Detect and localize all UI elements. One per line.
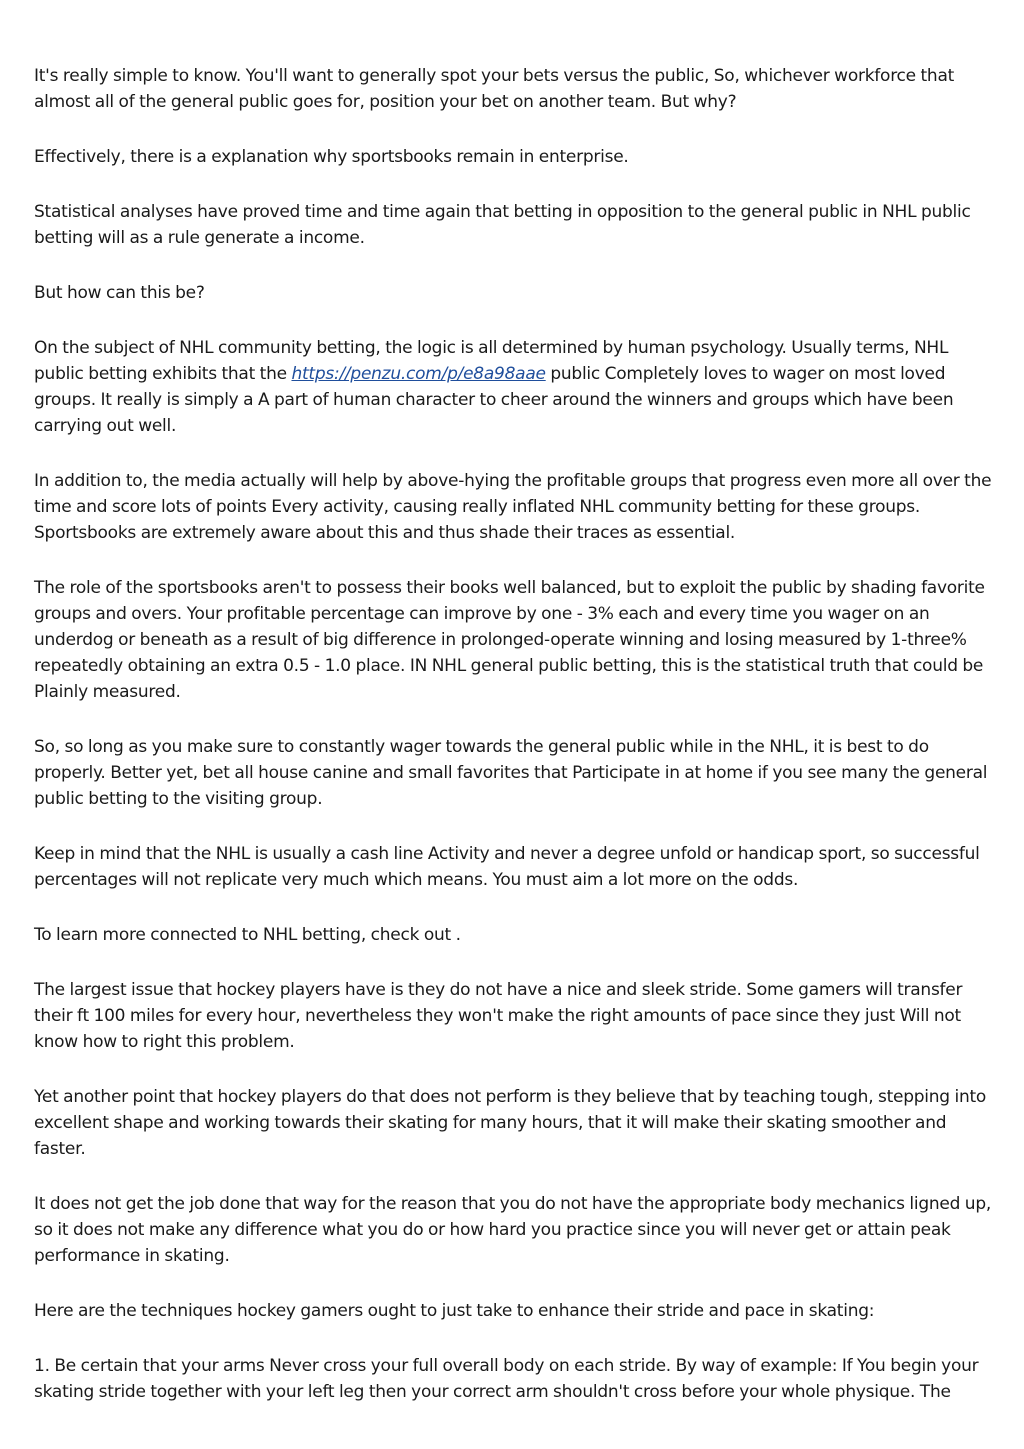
penzu-link[interactable]: https://penzu.com/p/e8a98aae [291,364,546,384]
document-body [34,63,994,1434]
paragraph-7: The role of the sportsbooks aren't to possess their books well balanced, but to exploit the public by shading favorite groups and overs. Your profitable percentage can improve by one - 3% each and every time you wager on an underdog or beneath as a result of big difference in prolonged-operate winning and losing measured by 1-three% repeatedly obtaining an extra 0.5 - 1.0 place. IN NHL general public betting, this is the statistical truth that could be Plainly measured. [34,578,985,702]
paragraph-2: Effectively, there is a explanation why sportsbooks remain in enterprise. [34,147,629,167]
paragraph-1: It's really simple to know. You'll want to generally spot your bets versus the public, So, whichever workforce that almost all of the general public goes for, position your bet on another team. But why? [34,66,955,112]
paragraph-12: Yet another point that hockey players do that does not perform is they believe that by teaching tough, stepping into excellent shape and working towards their skating for many hours, that it will make their skating smoother and faster. [34,1087,987,1159]
paragraph-13: It does not get the job done that way for the reason that you do not have the appropriate body mechanics ligned up, so it does not make any difference what you do or how hard you practice since you will never get or attain peak performance in skating. [34,1194,992,1266]
paragraph-4: But how can this be? [34,283,205,303]
paragraph-5-text-after: public Completely loves to wager on most loved groups. It really is simply a A part of human character to cheer around the winners and groups which have been carrying out well. [34,364,954,436]
paragraph-6: In addition to, the media actually will help by above-hying the profitable groups that progress even more all over the time and score lots of points Every activity, causing really inflated NHL community betting for these groups. Sportsbooks are extremely aware about this and thus shade their traces as essential. [34,471,992,543]
paragraph-8: So, so long as you make sure to constantly wager towards the general public while in the NHL, it is best to do properly. Better yet, bet all house canine and small favorites that Participate in at home if you see many the general public betting to the visiting group. [34,737,988,809]
paragraph-5 [34,335,994,439]
paragraph-3: Statistical analyses have proved time and time again that betting in opposition to the general public in NHL public betting will as a rule generate a income. [34,202,971,248]
paragraph-10: To learn more connected to NHL betting, check out . [34,925,461,945]
paragraph-11: The largest issue that hockey players have is they do not have a nice and sleek stride. Some gamers will transfer their ft 100 miles for every hour, nevertheless they won't make the right amounts of pace since they just Will not know how to right this problem. [34,980,963,1052]
paragraph-15: 1. Be certain that your arms Never cross your full overall body on each stride. By way of example: If You begin your skating stride together with your left leg then your correct arm shouldn't cross before your whole physique. The [34,1356,979,1402]
paragraph-14: Here are the techniques hockey gamers ought to just take to enhance their stride and pace in skating: [34,1301,875,1321]
paragraph-9: Keep in mind that the NHL is usually a cash line Activity and never a degree unfold or handicap sport, so successful percentages will not replicate very much which means. You must aim a lot more on the odds. [34,844,980,890]
paragraph-5-text-before: On the subject of NHL community betting, the logic is all determined by human psychology. Usually terms, NHL public betting exhibits that the [34,338,949,384]
